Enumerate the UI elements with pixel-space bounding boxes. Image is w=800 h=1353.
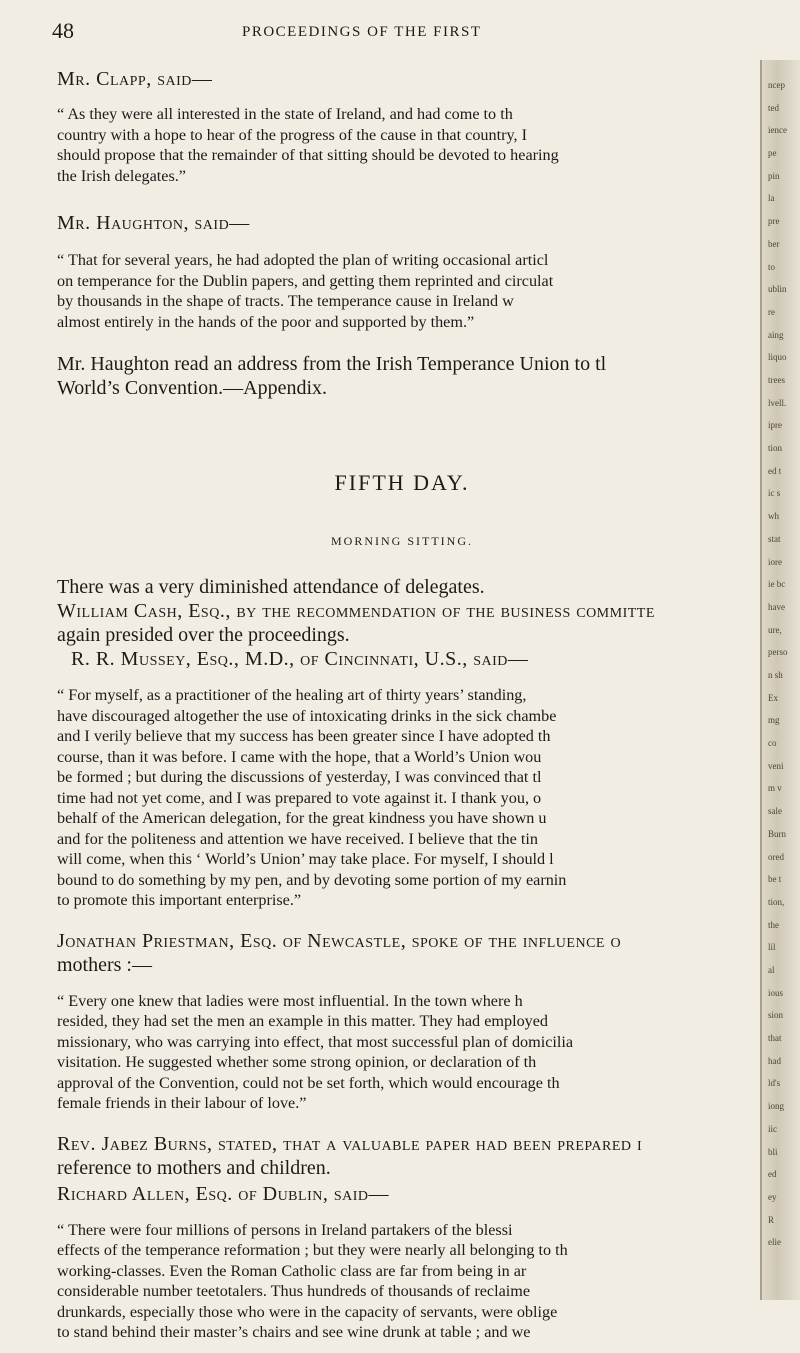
mussey-quote (57, 685, 747, 911)
text-line: by thousands in the shape of tracts. The temperance cause in Ireland w (57, 292, 514, 310)
page-body (57, 66, 747, 1343)
text-line: will come, when this ‘ World’s Union’ may take place. For myself, I should l (57, 850, 554, 868)
text-line: almost entirely in the hands of the poor and supported by them.” (57, 312, 475, 331)
edge-fragment: iore (768, 557, 782, 567)
text-line: again presided over the proceedings. (57, 624, 350, 646)
edge-fragment: had (768, 1056, 781, 1066)
edge-fragment: Burn (768, 829, 786, 839)
edge-fragment: ted (768, 103, 779, 113)
edge-fragment: n sh (768, 670, 783, 680)
sitting-title: MORNING SITTING. (331, 534, 473, 548)
edge-fragment: ored (768, 852, 784, 862)
text-line: bound to do something by my pen, and by devoting some portion of my earnin (57, 870, 567, 889)
text-line: “ For myself, as a practitioner of the healing art of thirty years’ standing, (57, 686, 527, 704)
edge-fragment: to (768, 262, 776, 272)
edge-fragment: ublin (768, 284, 787, 294)
allen-quote (57, 1220, 747, 1343)
edge-fragment: the (768, 920, 779, 930)
edge-fragment: ience (768, 125, 787, 135)
text-line: the Irish delegates.” (57, 166, 186, 185)
text-line: country with a hope to hear of the progress of the cause in that country, I (57, 125, 528, 144)
edge-fragment: sale (768, 806, 782, 816)
text-line: mothers :— (57, 953, 152, 976)
allen-intro: Richard Allen, Esq. of Dublin, said— (57, 1182, 390, 1205)
edge-fragment: ic s (768, 488, 781, 498)
text-line: “ As they were all interested in the state of Ireland, and had come to th (57, 105, 513, 123)
text-line: have discouraged altogether the use of intoxicating drinks in the sick chambe (57, 706, 557, 725)
text-line: R. R. Mussey, Esq., M.D., of Cincinnati, U.S., said— (71, 648, 529, 670)
edge-fragment: co (768, 738, 777, 748)
edge-fragment: ey (768, 1192, 777, 1202)
text-line: to stand behind their master’s chairs and see wine drunk at table ; and we (57, 1323, 531, 1341)
text-line: resided, they had set the men an example in this matter. They had employed (57, 1012, 549, 1030)
text-line: be formed ; but during the discussions of yesterday, I was convinced that tl (57, 768, 542, 786)
edge-fragment: ipre (768, 420, 782, 430)
text-line: missionary, who was carrying into effect, that most successful plan of domicilia (57, 1032, 574, 1051)
edge-fragment: iic (768, 1124, 777, 1134)
edge-fragment: pe (768, 148, 777, 158)
edge-fragment: iong (768, 1101, 785, 1111)
clapp-intro: Mr. Clapp, said— (57, 68, 213, 90)
clapp-quote (57, 104, 747, 186)
priestman-paragraph (57, 929, 747, 977)
edge-fragment: R (768, 1215, 775, 1225)
edge-fragment: ed (768, 1169, 777, 1179)
text-line: working-classes. Even the Roman Catholic class are far from being in ar (57, 1261, 527, 1280)
text-line: reference to mothers and children. (57, 1156, 331, 1179)
edge-fragment: pin (768, 171, 780, 181)
text-line: Mr. Haughton read an address from the Irish Temperance Union to tl (57, 353, 607, 375)
running-head: PROCEEDINGS OF THE FIRST (242, 24, 482, 40)
text-line: considerable number teetotalers. Thus hundreds of thousands of reclaime (57, 1282, 531, 1300)
burns-paragraph (57, 1132, 747, 1180)
text-line: There was a very diminished attendance of delegates. (57, 576, 485, 598)
edge-fragment: ber (768, 239, 780, 249)
text-line: female friends in their labour of love.” (57, 1094, 307, 1112)
edge-fragment: lvell. (768, 398, 787, 408)
edge-fragment: trees (768, 375, 785, 385)
attendance-paragraph (57, 575, 747, 671)
edge-fragment: liquo (768, 352, 787, 362)
haughton-intro: Mr. Haughton, said— (57, 212, 250, 234)
text-line: approval of the Convention, could not be set forth, which would encourage th (57, 1073, 560, 1092)
day-title: FIFTH DAY. (334, 470, 470, 495)
edge-fragment: m v (768, 783, 782, 793)
haughton-address (57, 352, 747, 400)
edge-fragment: Ex (768, 693, 778, 703)
text-line: to promote this important enterprise.” (57, 891, 302, 909)
priestman-quote (57, 991, 747, 1114)
text-line: effects of the temperance reformation ; but they were nearly all belonging to th (57, 1241, 568, 1259)
edge-fragment: ld's (768, 1078, 781, 1088)
text-line: and for the politeness and attention we have received. I believe that the tin (57, 829, 538, 848)
edge-fragment: stat (768, 534, 781, 544)
facing-page-edge (760, 60, 800, 1300)
edge-fragment: elie (768, 1237, 781, 1247)
edge-fragment: lil (768, 942, 776, 952)
text-line: “ There were four millions of persons in Ireland partakers of the blessi (57, 1220, 513, 1239)
edge-fragment: perso (768, 647, 788, 657)
text-line: behalf of the American delegation, for the great kindness you have shown u (57, 809, 547, 827)
edge-fragment: have (768, 602, 785, 612)
text-line: William Cash, Esq., by the recommendation of the business committe (57, 600, 655, 622)
edge-fragment: tion (768, 443, 783, 453)
page-header (52, 14, 752, 54)
text-line: drunkards, especially those who were in the capacity of servants, were oblige (57, 1302, 558, 1321)
edge-fragment: ed t (768, 466, 782, 476)
edge-fragment: veni (768, 761, 784, 771)
text-line: “ That for several years, he had adopted the plan of writing occasional articl (57, 251, 549, 269)
text-line: course, than it was before. I came with the hope, that a World’s Union wou (57, 747, 542, 766)
edge-fragment: mg (768, 715, 780, 725)
page-number: 48 (52, 18, 74, 43)
edge-fragment: sion (768, 1010, 784, 1020)
edge-fragment: tion, (768, 897, 785, 907)
edge-fragment: wh (768, 511, 779, 521)
text-line: Jonathan Priestman, Esq. of Newcastle, spoke of the influence o (57, 929, 622, 952)
edge-fragment: be t (768, 874, 782, 884)
text-line: “ Every one knew that ladies were most influential. In the town where h (57, 991, 523, 1010)
edge-fragment: la (768, 193, 775, 203)
edge-fragment: ure, (768, 625, 782, 635)
edge-fragment: pre (768, 216, 780, 226)
edge-fragment: ie bc (768, 579, 786, 589)
edge-fragment: al (768, 965, 775, 975)
edge-fragment: ncep (768, 80, 785, 90)
text-line: time had not yet come, and I was prepared to vote against it. I thank you, o (57, 788, 542, 807)
text-line: on temperance for the Dublin papers, and getting them reprinted and circulat (57, 271, 554, 290)
edge-fragment: ious (768, 988, 784, 998)
text-line: and I verily believe that my success has been greater since I have adopted th (57, 727, 551, 745)
text-line: should propose that the remainder of that sitting should be devoted to hearing (57, 146, 559, 164)
text-line: visitation. He suggested whether some strong opinion, or declaration of th (57, 1053, 537, 1071)
haughton-quote (57, 250, 747, 332)
edge-fragment: re (768, 307, 775, 317)
text-line: Rev. Jabez Burns, stated, that a valuable paper had been prepared i (57, 1132, 643, 1155)
edge-fragment: aing (768, 330, 784, 340)
edge-fragment: that (768, 1033, 782, 1043)
edge-fragment: bli (768, 1147, 778, 1157)
text-line: World’s Convention.—Appendix. (57, 377, 328, 399)
